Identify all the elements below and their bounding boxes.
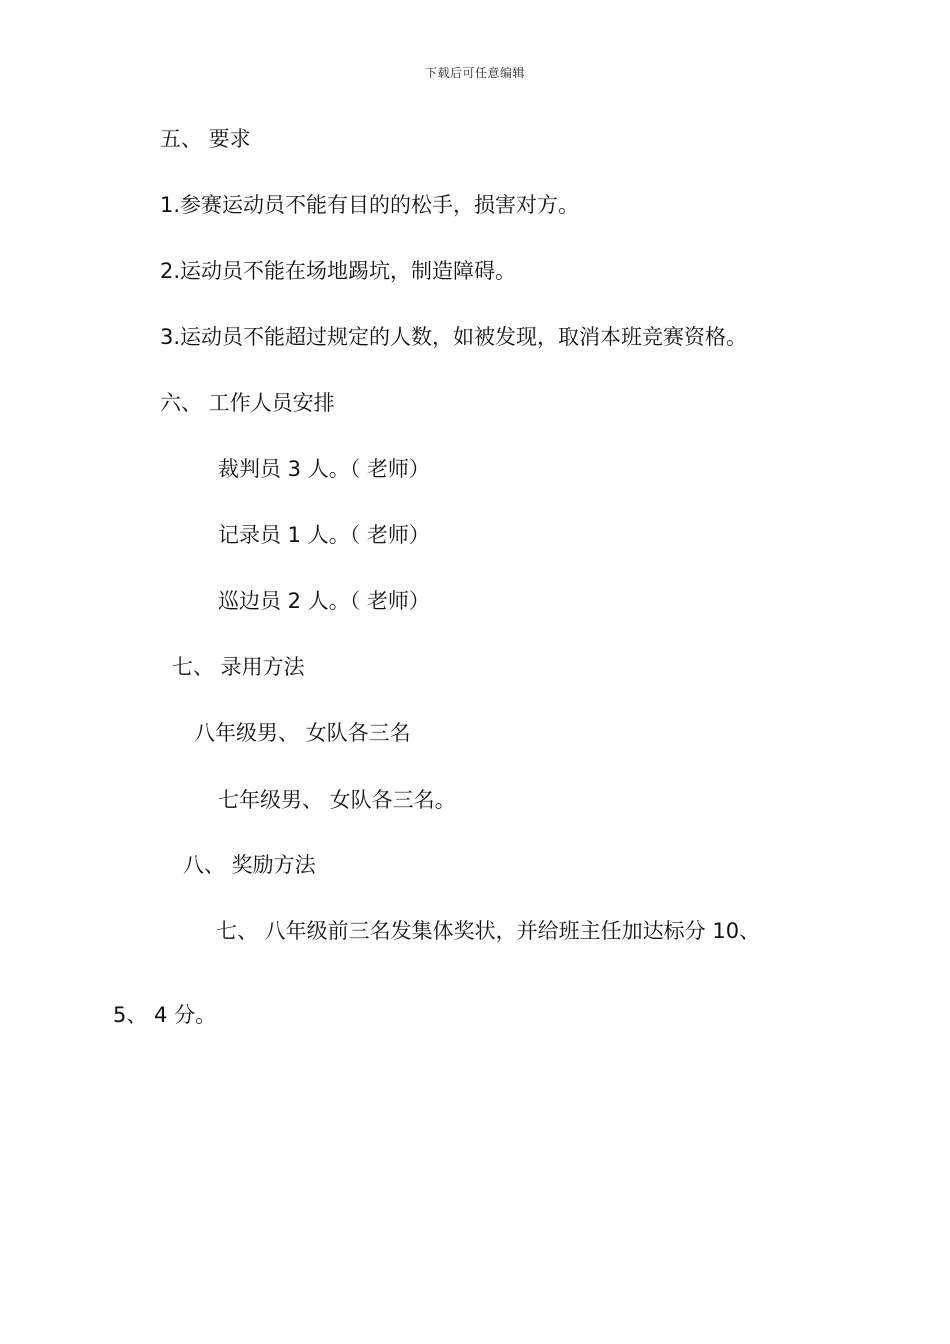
section-6-heading: 六、 工作人员安排 — [160, 391, 335, 415]
reward-paragraph-line-1: 七、 八年级前三名发集体奖状，并给班主任加达标分 10、 — [216, 919, 761, 943]
page-header: 下载后可任意编辑 — [424, 66, 525, 80]
section-7-heading: 七、 录用方法 — [172, 655, 305, 679]
requirement-item-3: 3.运动员不能超过规定的人数，如被发现，取消本班竞赛资格。 — [160, 325, 748, 349]
staff-item-referee: 裁判员 3 人。（ 老师） — [218, 457, 430, 481]
selection-item-grade7: 七年级男、 女队各三名。 — [218, 788, 456, 812]
reward-paragraph-line-2: 5、 4 分。 — [113, 1003, 217, 1027]
staff-item-linesman: 巡边员 2 人。（ 老师） — [218, 589, 430, 613]
staff-item-recorder: 记录员 1 人。（ 老师） — [218, 523, 430, 547]
section-8-heading: 八、 奖励方法 — [183, 853, 316, 877]
requirement-item-1: 1.参赛运动员不能有目的的松手，损害对方。 — [160, 193, 580, 217]
section-5-heading: 五、 要求 — [160, 127, 251, 151]
requirement-item-2: 2.运动员不能在场地踢坑，制造障碍。 — [160, 259, 517, 283]
selection-item-grade8: 八年级男、 女队各三名 — [194, 721, 411, 745]
